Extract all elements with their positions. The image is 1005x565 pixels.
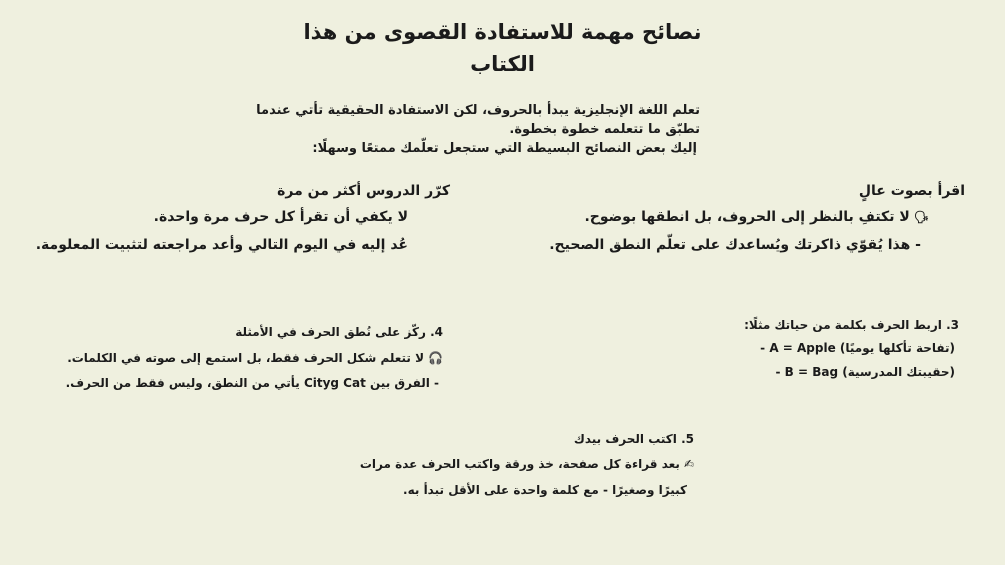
- intro-line-3: إليك بعض النصائح البسيطة التي ستجعل تعلّمك ممتعًا وسهلًا:: [312, 141, 697, 156]
- tip5-line-1: [360, 457, 694, 471]
- tip1-line-2: - هذا يُقوّي ذاكرتك ويُساعدك على تعلّم النطق الصحيح.: [549, 237, 921, 253]
- tip3-line-1: - A = Apple (تفاحة تأكلها يوميًا): [760, 341, 955, 355]
- tip4-line-2: - الفرق بين Cityg Cat يأتي من النطق، وليس فقط من الحرف.: [65, 376, 439, 390]
- tip1-heading: اقرأ بصوت عالٍ: [858, 183, 965, 199]
- tip4-line-1-text: لا تتعلم شكل الحرف فقط، بل استمع إلى صوته في الكلمات.: [67, 351, 425, 365]
- tip5-line-2: كبيرًا وصغيرًا - مع كلمة واحدة على الأقل تبدأ به.: [403, 483, 687, 497]
- page-title-line-2: الكتاب: [470, 52, 535, 76]
- tip4-heading: 4. ركّز على نُطق الحرف في الأمثلة: [235, 325, 443, 339]
- speaking-head-icon: 🗣: [913, 210, 929, 224]
- tip3-line-2: - B = Bag (حقيبتك المدرسية): [775, 365, 955, 379]
- writing-hand-icon: ✍: [683, 457, 694, 471]
- tip3-heading: 3. اربط الحرف بكلمة من حياتك مثلًا:: [744, 318, 959, 332]
- tip2-line-1: لا يكفي أن تقرأ كل حرف مرة واحدة.: [153, 209, 408, 225]
- tip5-line-1-text: بعد قراءة كل صفحة، خذ ورقة واكتب الحرف عدة مرات: [359, 457, 680, 471]
- tip1-line-1-text: لا تكتفِ بالنظر إلى الحروف، بل انطقها بوضوح.: [584, 209, 910, 225]
- headphones-icon: 🎧: [428, 351, 443, 365]
- tip1-line-1: [584, 209, 929, 225]
- tip2-heading: كرّر الدروس أكثر من مرة: [277, 183, 450, 199]
- intro-line-1: تعلم اللغة الإنجليزية يبدأ بالحروف، لكن الاستفادة الحقيقية تأتي عندما: [256, 103, 700, 118]
- tip2-line-2: عُد إليه في اليوم التالي وأعد مراجعته لتثبيت المعلومة.: [35, 237, 408, 253]
- intro-line-2: تطبّق ما تتعلمه خطوة بخطوة.: [509, 122, 700, 137]
- page-title-line-1: نصائح مهمة للاستفادة القصوى من هذا: [303, 20, 702, 44]
- tip4-line-1: [67, 351, 443, 365]
- tip5-heading: 5. اكتب الحرف بيدك: [573, 432, 694, 446]
